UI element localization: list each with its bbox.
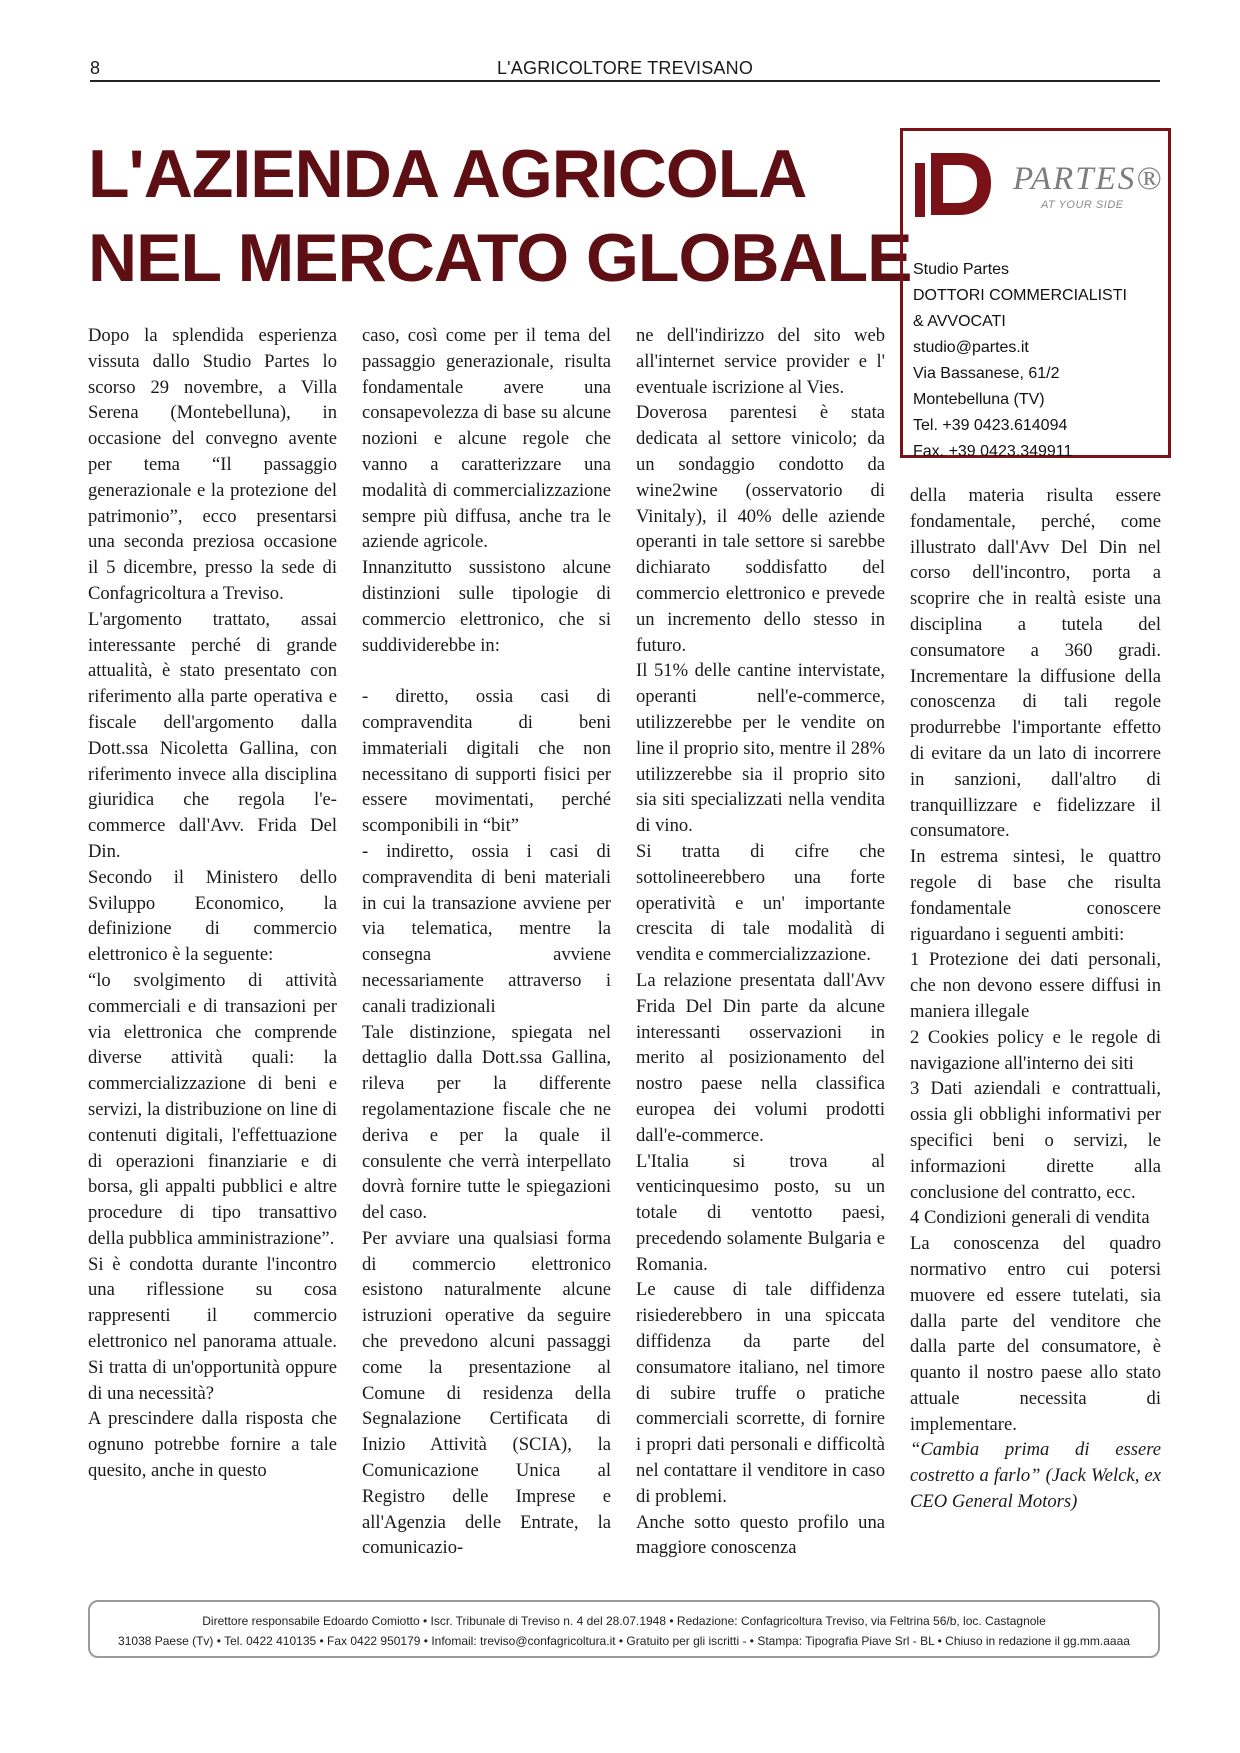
ad-profession-2: & AVVOCATI [913,313,1006,330]
paragraph: La conoscenza del quadro normativo entro cui potersi muovere ed essere tutelati, sia dalla parte del venditore che dalla parte del consumatore, è quanto il nostro paese allo stato attuale necessita di implementare. [910,1233,1161,1435]
ad-city: Montebelluna (TV) [913,391,1045,408]
partes-logo-name: PARTES® [1013,161,1164,197]
paragraph: Doverosa parentesi è stata dedicata al settore vinicolo; da un sondaggio condotto da wine2wine (osservatorio di Vinitaly), il 40% delle aziende operanti in tale settore si sarebbe dichiarato soddisfatto del commercio elettronico e prevede un incremento dello stesso in futuro. [636,402,885,656]
article-column-4 [910,483,1161,1515]
list-item: 2 Cookies policy e le regole di navigazione all'interno dei siti [910,1026,1161,1074]
publication-name: L'AGRICOLTORE TREVISANO [496,58,754,78]
paragraph: Secondo il Ministero dello Sviluppo Economico, la definizione di commercio elettronico è la seguente: [88,866,337,966]
paragraph: Il 51% delle cantine intervistate, operanti nell'e-commerce, utilizzerebbe per le vendite on line il proprio sito, mentre il 28% utilizzerebbe sia il proprio sito sia siti specializzati nella vendita di vino. [636,660,885,837]
list-item: 1 Protezione dei dati personali, che non devono essere diffusi in maniera illegale [910,949,1161,1022]
paragraph: - indiretto, ossia i casi di compravendita di beni materiali in cui la transazione avviene per via telematica, mentre la consegna avviene necessariamente attraverso i canali tradizionali [362,840,611,1017]
paragraph: Si tratta di cifre che sottolineerebbero una forte operatività e un' importante crescita di tale modalità di vendita e commercializzazione. [636,840,885,966]
paragraph: - diretto, ossia casi di compravendita di beni immateriali digitali che non necessitano di supporti fisici per essere movimentati, perché scomponibili in “bit” [362,686,611,837]
footer-line-1: Direttore responsabile Edoardo Comiotto • Iscr. Tribunale di Treviso n. 4 del 28.07.1948 • Redazione: Confagricoltura Treviso, via Feltrina 56/b, loc. Castagnole [202,1614,1046,1628]
partes-logo [913,143,1164,223]
paragraph: Si è condotta durante l'incontro una riflessione su cosa rappresenti il commercio elettronico nel panorama attuale. Si tratta di un'opportunità oppure di una necessità? [88,1253,337,1404]
ad-profession: DOTTORI COMMERCIALISTI [913,287,1127,304]
ad-address: Via Bassanese, 61/2 [913,365,1060,382]
ad-studio-name: Studio Partes [913,261,1010,278]
paragraph: Tale distinzione, spiegata nel dettaglio dalla Dott.ssa Gallina, rileva per la differente regolamentazione fiscale che ne deriva e per la quale il consulente che verrà interpellato dovrà fornire tutte le spiegazioni del caso. [362,1021,611,1224]
paragraph: ne dell'indirizzo del sito web all'internet service provider e l' eventuale iscrizione al Vies. [636,325,885,398]
headline-line-2: NEL MERCATO GLOBALE [88,220,912,296]
paragraph: La relazione presentata dall'Avv Frida Del Din parte da alcune interessanti osservazioni in merito al posizionamento del nostro paese nella classifica europea dei volumi prodotti dall'e-commerce. [636,969,885,1146]
paragraph: della materia risulta essere fondamentale, perché, come illustrato dall'Avv Del Din nel corso dell'incontro, porta a scoprire che in realtà esiste una disciplina a tutela del consumatore a 360 gradi. Incrementare la diffusione della conoscenza di tali regole produrrebbe l'importante effetto di evitare da un lato di incorrere in sanzioni, dall'altro di tranquillizzare e fidelizzare il consumatore. [910,485,1161,842]
article-column-3 [636,323,885,1561]
paragraph: In estrema sintesi, le quattro regole di base che risulta fondamentale conoscere riguardano i seguenti ambiti: [910,846,1161,945]
page-number: 8 [90,58,101,78]
ad-fax: Fax. +39 0423.349911 [913,443,1073,460]
ad-phone: Tel. +39 0423.614094 [913,417,1068,434]
partes-advertisement [900,128,1171,458]
paragraph: Anche sotto questo profilo una maggiore conoscenza [636,1511,885,1559]
paragraph: Innanzitutto sussistono alcune distinzioni sulle tipologie di commercio elettronico, che si suddividerebbe in: [362,557,611,656]
article-column-2 [362,323,611,1561]
article-headline [88,132,912,300]
article-column-1 [88,323,337,1484]
list-item: 3 Dati aziendali e contrattuali, ossia gli obblighi informativi per specifici beni o servizi, le informazioni dirette alla conclusione del contratto, ecc. [910,1078,1161,1203]
paragraph-spacer [362,658,611,684]
headline-line-1: L'AZIENDA AGRICOLA [88,136,807,212]
masthead-footer [88,1600,1160,1658]
closing-quote: “Cambia prima di essere costretto a farlo” (Jack Welck, ex CEO General Motors) [910,1439,1161,1513]
paragraph: Le cause di tale diffidenza risiederebbero in una spiccata diffidenza da parte del consumatore italiano, nel timore di subire truffe o pratiche commerciali scorrette, di fornire i propri dati personali e difficoltà nel contattare il venditore in caso di problemi. [636,1279,885,1507]
partes-logo-icon [915,149,995,219]
partes-logo-tagline: AT YOUR SIDE [1041,199,1124,211]
paragraph: caso, così come per il tema del passaggio generazionale, risulta fondamentale avere una consapevolezza di base su alcune nozioni e alcune regole che vanno a caratterizzare una modalità di commercializzazione sempre più diffusa, anche tra le aziende agricole. [362,325,611,553]
paragraph: “lo svolgimento di attività commerciali e di transazioni per via elettronica che comprende diverse attività quali: la commercializzazione di beni e servizi, la distribuzione on line di contenuti digitali, l'effettuazione di operazioni finanziarie e di borsa, gli appalti pubblici e altre procedure di tipo transattivo della pubblica amministrazione”. [88,969,337,1249]
paragraph: Dopo la splendida esperienza vissuta dallo Studio Partes lo scorso 29 novembre, a Villa Serena (Montebelluna), in occasione del convegno avente per tema “Il passaggio generazionale e la protezione del patrimonio”, ecco presentarsi una seconda preziosa occasione il 5 dicembre, presso la sede di Confagricoltura a Treviso. [88,325,337,604]
partes-contact-info [913,257,1158,465]
list-item: 4 Condizioni generali di vendita [910,1207,1150,1229]
page-header [90,58,1160,82]
paragraph: A prescindere dalla risposta che ognuno potrebbe fornire a tale quesito, anche in questo [88,1408,337,1482]
paragraph: L'argomento trattato, assai interessante perché di grande attualità, è stato presentato con riferimento alla parte operativa e fiscale dell'argomento dalla Dott.ssa Nicoletta Gallina, con riferimento invece alla disciplina giuridica che regola l'e-commerce dall'Avv. Frida Del Din. [88,608,337,862]
paragraph: L'Italia si trova al venticinquesimo posto, su un totale di ventotto paesi, precedendo solamente Bulgaria e Romania. [636,1150,885,1275]
ad-email: studio@partes.it [913,339,1029,356]
footer-line-2: 31038 Paese (Tv) • Tel. 0422 410135 • Fax 0422 950179 • Infomail: treviso@confagricoltura.it • Gratuito per gli iscritti - • Stampa: Tipografia Piave Srl - BL • Chiuso in redazione il gg.mm.aaaa [118,1634,1130,1648]
paragraph: Per avviare una qualsiasi forma di commercio elettronico esistono naturalmente alcune istruzioni operative da seguire che prevedono alcuni passaggi come la presentazione al Comune di residenza della Segnalazione Certificata di Inizio Attività (SCIA), la Comunicazione Unica al Registro delle Imprese e all'Agenzia delle Entrate, la comunicazio- [362,1227,611,1559]
